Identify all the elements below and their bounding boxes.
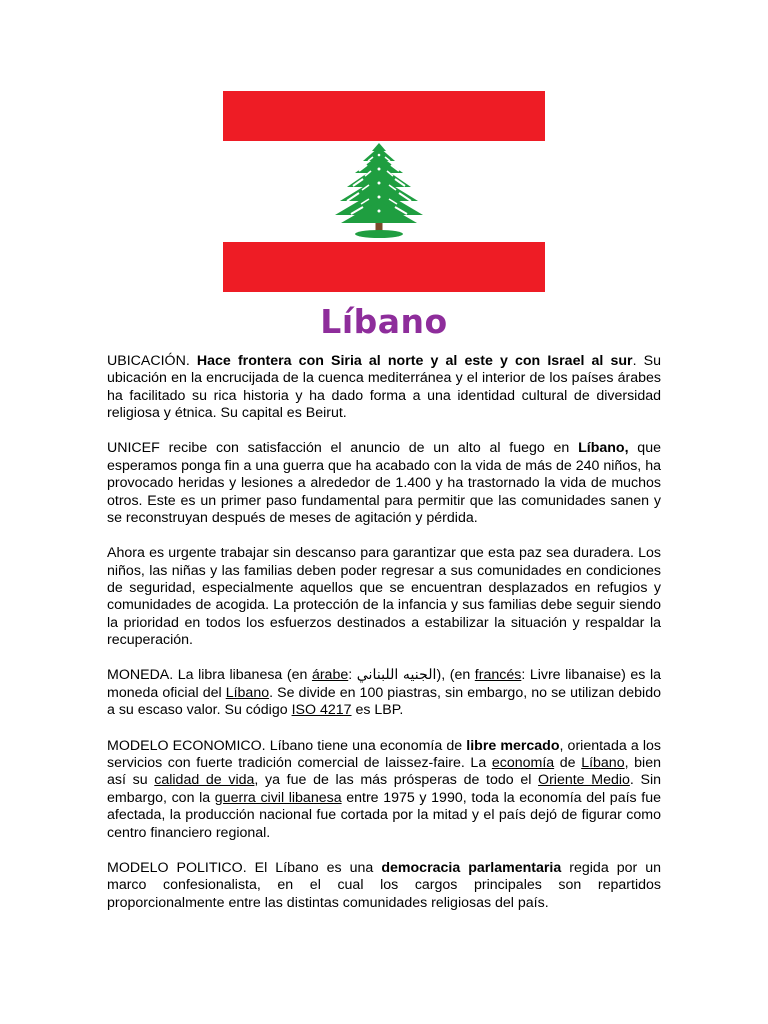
flag-top-red-stripe [223, 91, 545, 141]
text-run: UNICEF recibe con satisfacción el anuncio de un alto al fuego en [107, 440, 579, 457]
flag-bottom-red-stripe [223, 242, 545, 292]
text-run: de [554, 754, 582, 771]
link[interactable]: Líbano [225, 684, 270, 701]
paragraph-economia [107, 738, 661, 842]
text-run: MONEDA. La libra libanesa (en [107, 667, 312, 684]
paragraph-ubicacion [107, 353, 661, 423]
text-run: , ya fue de las más prósperas de todo el [254, 772, 539, 789]
text-run: UBICACIÓN. [107, 353, 197, 369]
text-run: . Sin embargo, con la [107, 772, 662, 806]
text-run: , orientada a los servicios con fuerte tradición comercial de laissez-faire. La [107, 737, 661, 771]
link[interactable]: árabe [311, 667, 349, 684]
text-run: : Livre libanaise) es la moneda oficial del [107, 667, 661, 701]
text-run: entre 1975 y 1990, toda la economía del país fue afectada, la producción nacional fue cortada por la mitad y el país dejó de figurar como centro financiero regional. [107, 789, 661, 841]
text-run: : [348, 667, 357, 684]
bold-text: democracia parlamentaria [381, 859, 562, 876]
paragraph-moneda [107, 667, 661, 719]
text-run: MODELO ECONOMICO. Líbano tiene una economía de [107, 737, 467, 754]
paragraph-urgente [107, 545, 661, 649]
text-run: , bien así su [107, 754, 661, 789]
text-run: MODELO POLITICO. El Líbano es una [107, 859, 382, 876]
paragraph-politica [107, 860, 661, 912]
paragraph-unicef [107, 440, 661, 527]
link[interactable]: francés [474, 667, 522, 684]
bold-text: libre mercado [466, 737, 560, 754]
bold-text: Líbano, [578, 440, 629, 457]
link[interactable]: ISO 4217 [291, 702, 352, 719]
text-run: . Se divide en 100 piastras, sin embargo, no se utilizan debido a su escaso valor. Su código [107, 684, 661, 719]
text-run: que esperamos ponga fin a una guerra que ha acabado con la vida de más de 240 niños, ha provocado heridas y lesiones a alrededor de 1.400 y ha trastornado la vida de muchos otros. Este es un primer paso fundamental para permitir que las comunidades sanen y se reconstruyan después de meses de agitación y pérdida. [107, 440, 661, 527]
lebanon-flag-icon [223, 91, 545, 292]
link[interactable]: calidad de vida [154, 772, 255, 789]
link[interactable]: economía [491, 754, 555, 771]
link[interactable]: Oriente Medio [538, 772, 630, 789]
document-body [107, 353, 661, 912]
text-run: es LBP. [351, 702, 404, 719]
link[interactable]: guerra civil libanesa [214, 789, 342, 806]
link[interactable]: Líbano [581, 754, 625, 771]
bold-text: Hace frontera con Siria al norte y al este y con Israel al sur [196, 353, 633, 369]
text-run: . Su ubicación en la encrucijada de la cuenca mediterránea y el interior de los países árabes ha facilitado su rica historia y ha dado forma a una identidad cultural de diversidad religiosa y étnica. Su capital es Beirut. [107, 353, 661, 422]
text-run: regida por un marco confesionalista, en el cual los cargos principales son repartidos proporcionalmente entre las distintas comunidades religiosas del país. [107, 859, 661, 911]
page-title: Líbano [320, 302, 448, 341]
text-run: Ahora es urgente trabajar sin descanso para garantizar que esta paz sea duradera. Los niños, las niñas y las familias deben poder regresar a sus comunidades en condiciones de seguridad, especialmente aquellos que se encuentran desplazados en refugios y comunidades de acogida. La protección de la infancia y sus familias debe seguir siendo la prioridad en todos los esfuerzos destinados a estabilizar la situación y respaldar la recuperación. [107, 545, 661, 649]
text-run: ), (en [436, 667, 475, 684]
arabic-text: الجنيه اللبناني [356, 667, 437, 684]
